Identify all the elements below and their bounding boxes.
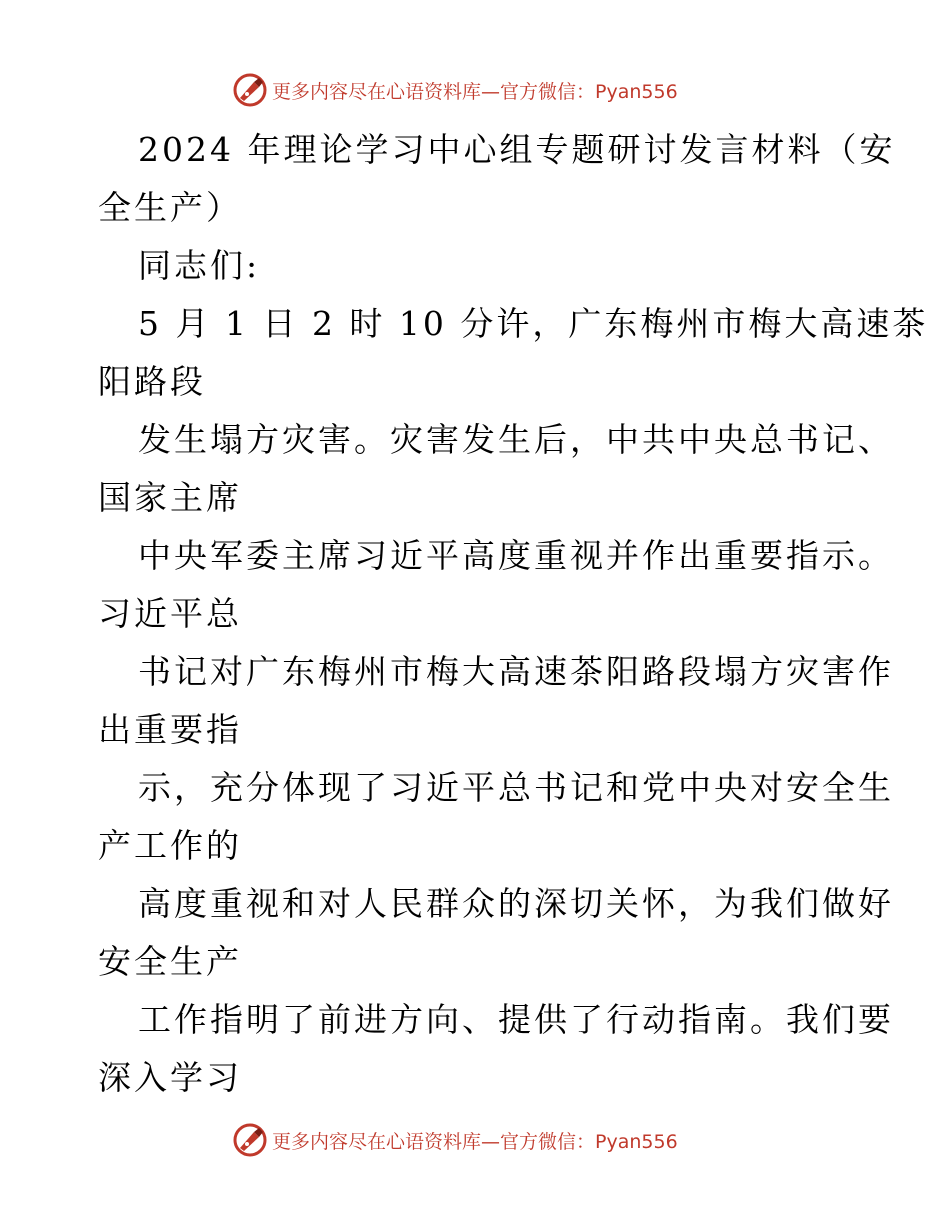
paragraph-line: 5 月 1 日 2 时 10 分许，广东梅州市梅大高速茶 bbox=[138, 304, 929, 343]
paragraph-line: 阳路段 bbox=[98, 362, 206, 401]
paragraph-line: 安全生产 bbox=[98, 942, 242, 981]
paragraph-line: 产工作的 bbox=[98, 826, 242, 865]
pen-nib-logo-icon bbox=[232, 1122, 268, 1158]
paragraph-line: 国家主席 bbox=[98, 478, 242, 517]
footer-watermark bbox=[232, 1120, 678, 1160]
watermark-text: 更多内容尽在心语资料库—官方微信：Pyan556 bbox=[272, 80, 678, 103]
title-line-2: 全生产） bbox=[98, 188, 242, 227]
paragraph-line: 工作指明了前进方向、提供了行动指南。我们要 bbox=[138, 1000, 894, 1039]
paragraph-line: 深入学习 bbox=[98, 1058, 242, 1097]
paragraph-line: 书记对广东梅州市梅大高速茶阳路段塌方灾害作 bbox=[138, 652, 894, 691]
header-watermark bbox=[232, 70, 678, 110]
paragraph-line: 习近平总 bbox=[98, 594, 242, 633]
paragraph-line: 示，充分体现了习近平总书记和党中央对安全生 bbox=[138, 768, 894, 807]
paragraph-line: 中央军委主席习近平高度重视并作出重要指示。 bbox=[138, 536, 894, 575]
salutation: 同志们: bbox=[138, 246, 261, 285]
watermark-text: 更多内容尽在心语资料库—官方微信：Pyan556 bbox=[272, 1130, 678, 1153]
pen-nib-logo-icon bbox=[232, 72, 268, 108]
title-line-1: 2024 年理论学习中心组专题研讨发言材料（安 bbox=[138, 130, 896, 169]
paragraph-line: 出重要指 bbox=[98, 710, 242, 749]
paragraph-line: 发生塌方灾害。灾害发生后，中共中央总书记、 bbox=[138, 420, 894, 459]
paragraph-line: 高度重视和对人民群众的深切关怀，为我们做好 bbox=[138, 884, 894, 923]
